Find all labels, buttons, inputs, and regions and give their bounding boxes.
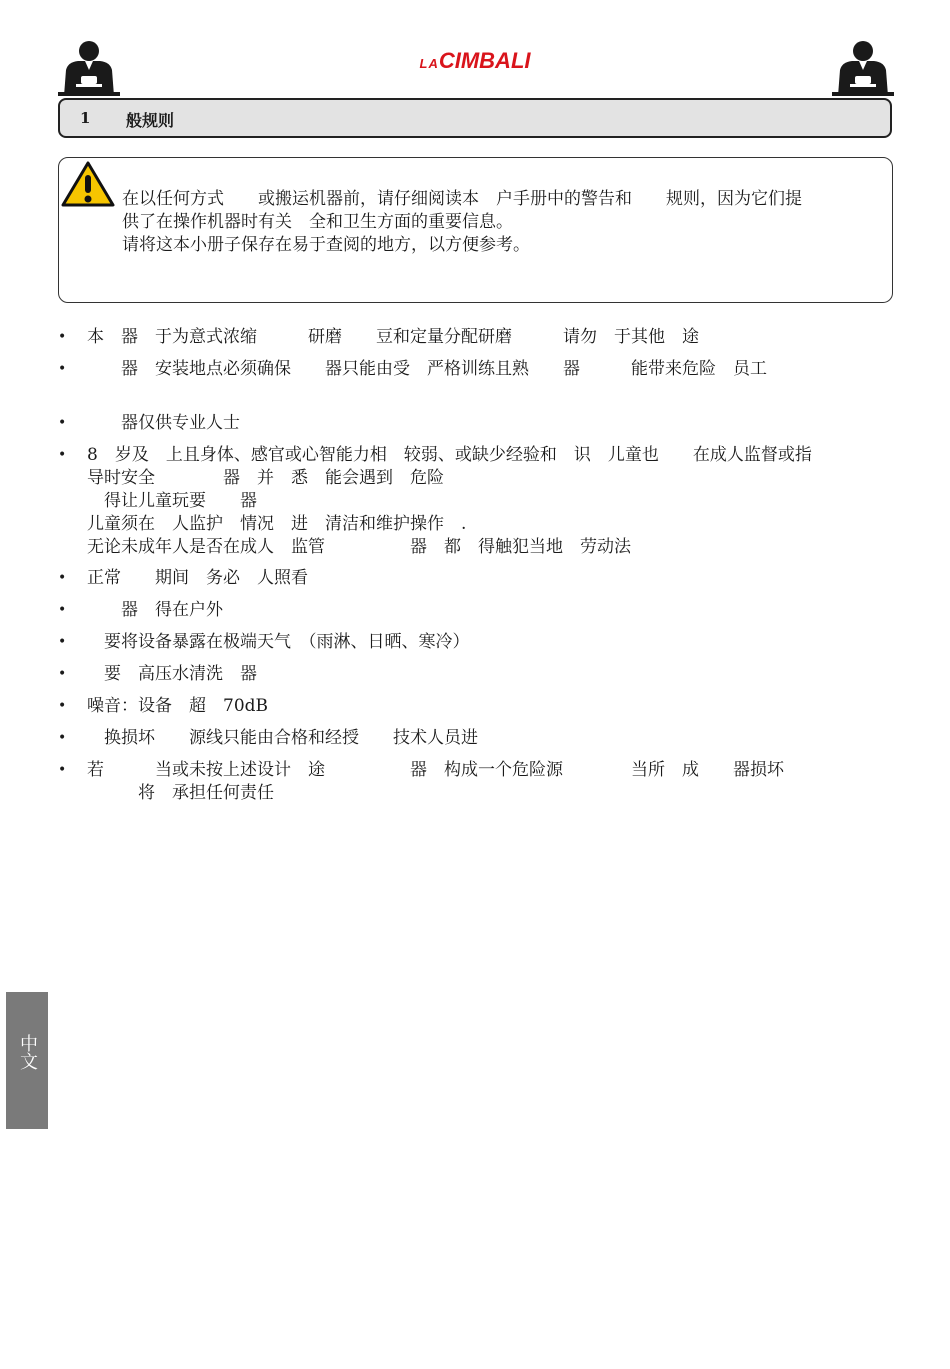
logo-prefix: LA xyxy=(419,56,439,71)
list-item-text: 正常 期间 务必 人照看 xyxy=(87,568,308,588)
list-item-text: 噪音：设备 超 70dB xyxy=(87,696,269,716)
warning-box xyxy=(58,157,893,303)
logo-brand: CIMBALI xyxy=(438,48,531,73)
list-item-text: 器 安装地点必须确保 器只能由受 严格训练且熟 器 能带来危险 员工 xyxy=(87,359,767,379)
list-item-text: 要将设备暴露在极端天气 （雨淋、日晒、寒冷） xyxy=(87,632,470,652)
list-item-text: 儿童须在 人监护 情况 进 清洁和维护操作 . xyxy=(87,514,467,534)
list-item-text: 导时安全 器 并 悉 能会遇到 危险 xyxy=(87,468,444,488)
section-header xyxy=(58,98,892,138)
list-item-text: 器仅供专业人士 xyxy=(87,413,240,433)
list-item-text: 若 当或未按上述设计 途 器 构成一个危险源 当所 成 器损坏 xyxy=(87,760,784,780)
list-item-text: 要 高压水清洗 器 xyxy=(87,664,257,684)
brand-logo xyxy=(0,48,950,74)
section-title: 般规则 xyxy=(126,111,175,130)
warning-text xyxy=(122,188,888,257)
warning-line: 在以任何方式 或搬运机器前，请仔细阅读本 户手册中的警告和 规则，因为它们提 xyxy=(122,189,802,209)
warning-line: 请将这本小册子保存在易于查阅的地方，以方便参考。 xyxy=(122,235,530,255)
section-number: 1 xyxy=(80,109,91,127)
list-item-text: 器 得在户外 xyxy=(87,600,223,620)
language-tab[interactable] xyxy=(6,992,48,1129)
list-item-text: 8 岁及 上且身体、感官或心智能力相 较弱、或缺少经验和 识 儿童也 在成人监督或指 xyxy=(87,445,812,465)
warning-triangle-icon xyxy=(61,160,115,208)
list-item-text: 无论未成年人是否在成人 监管 器 都 得触犯当地 劳动法 xyxy=(87,537,631,557)
warning-line: 供了在操作机器时有关 全和卫生方面的重要信息。 xyxy=(122,212,513,232)
list-item-text: 换损坏 源线只能由合格和经授 技术人员进 xyxy=(87,728,478,748)
list-item-text: 将 承担任何责任 xyxy=(87,783,274,803)
list-item-text: 本 器 于为意式浓缩 研磨 豆和定量分配研磨 请勿 于其他 途 xyxy=(87,327,699,347)
list-item-text: 得让儿童玩要 器 xyxy=(87,491,257,511)
language-tab-label: 中文 xyxy=(17,1034,38,1070)
